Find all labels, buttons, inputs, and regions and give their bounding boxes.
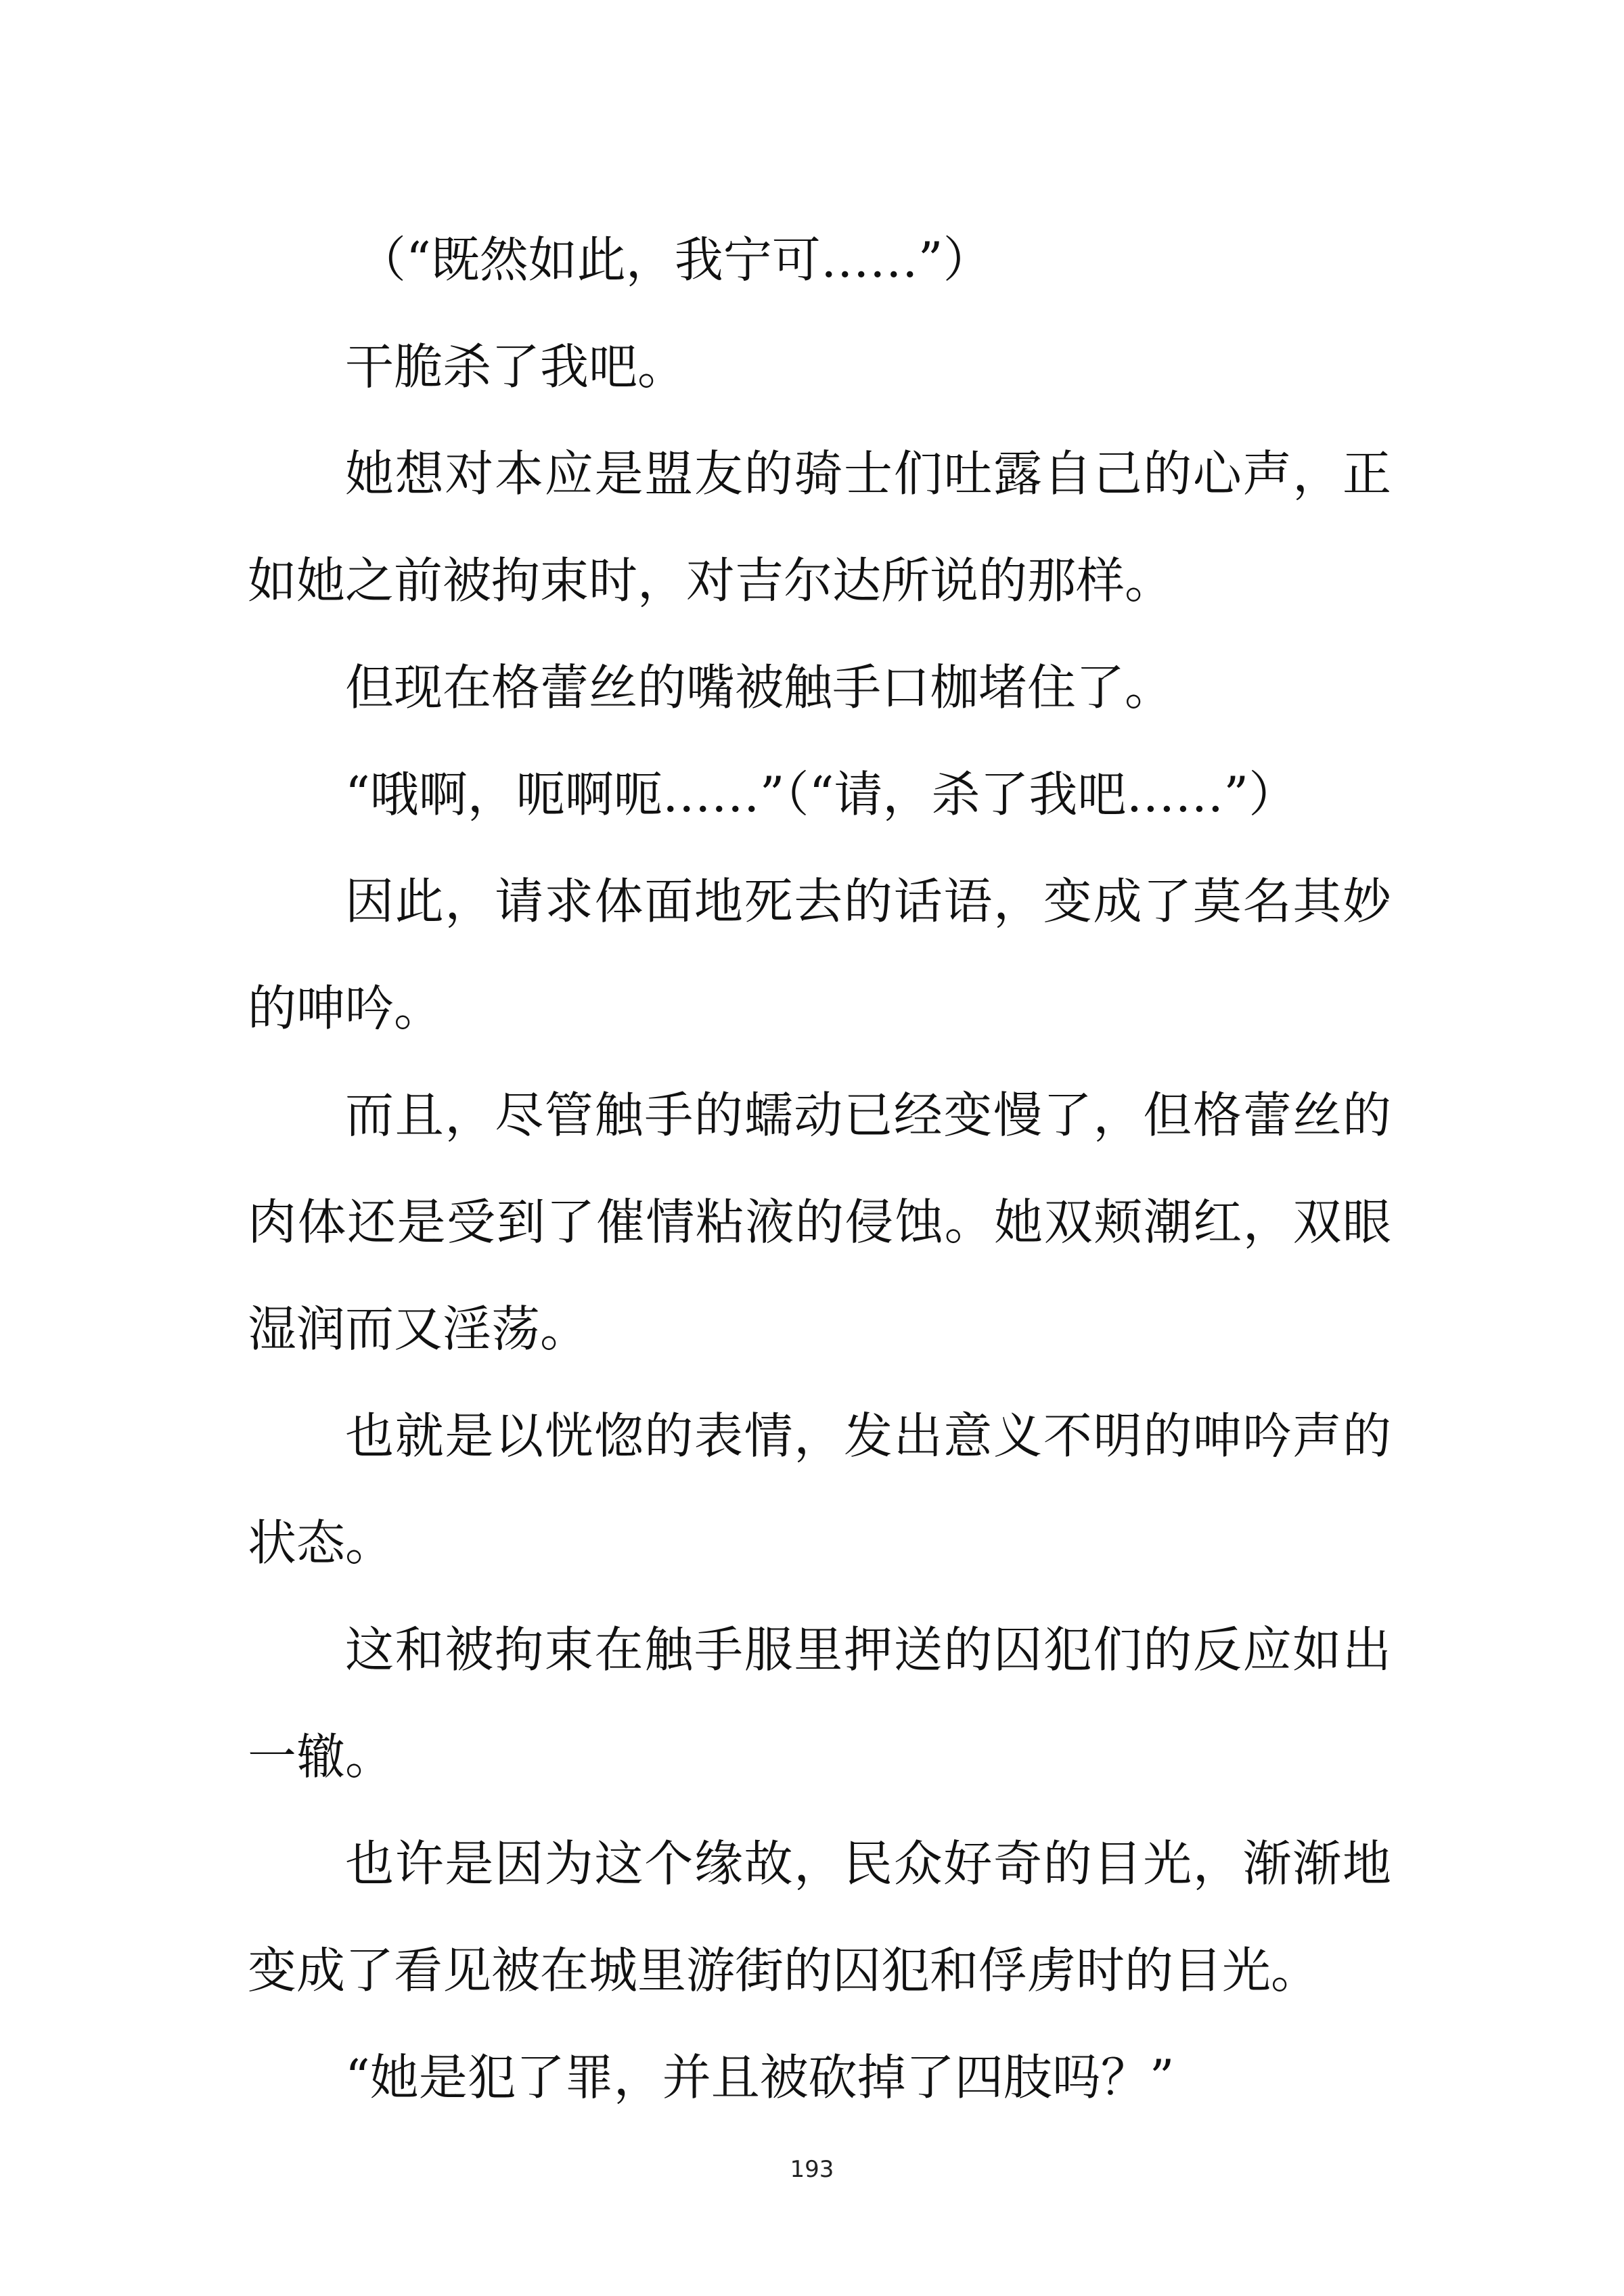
document-body [248,206,1391,2131]
paragraph-3: 她想对本应是盟友的骑士们吐露自己的心声，正如她之前被拘束时，对吉尔达所说的那样。 [248,445,1391,609]
paragraph-9: 这和被拘束在触手服里押送的囚犯们的反应如出一辙。 [248,1621,1391,1785]
page-number: 193 [790,2156,834,2183]
paragraph-4: 但现在格蕾丝的嘴被触手口枷堵住了。 [345,659,1174,716]
paragraph-10: 也许是因为这个缘故，民众好奇的目光，渐渐地变成了看见被在城里游街的囚犯和俘虏时的目光。 [248,1835,1391,1999]
paragraph-6: 因此，请求体面地死去的话语，变成了莫名其妙的呻吟。 [248,873,1391,1037]
paragraph-5: “哦啊，呃啊呃……”（“请，杀了我吧……”） [345,766,1298,823]
paragraph-8: 也就是以恍惚的表情，发出意义不明的呻吟声的状态。 [248,1408,1391,1571]
paragraph-7: 而且，尽管触手的蠕动已经变慢了，但格蕾丝的肉体还是受到了催情粘液的侵蚀。她双颊潮红，双眼湿润而又淫荡。 [248,1087,1391,1357]
paragraph-11: “她是犯了罪，并且被砍掉了四肢吗？” [345,2049,1175,2106]
paragraph-2: 干脆杀了我吧。 [345,338,687,395]
paragraph-1: （“既然如此，我宁可……”） [357,231,992,288]
